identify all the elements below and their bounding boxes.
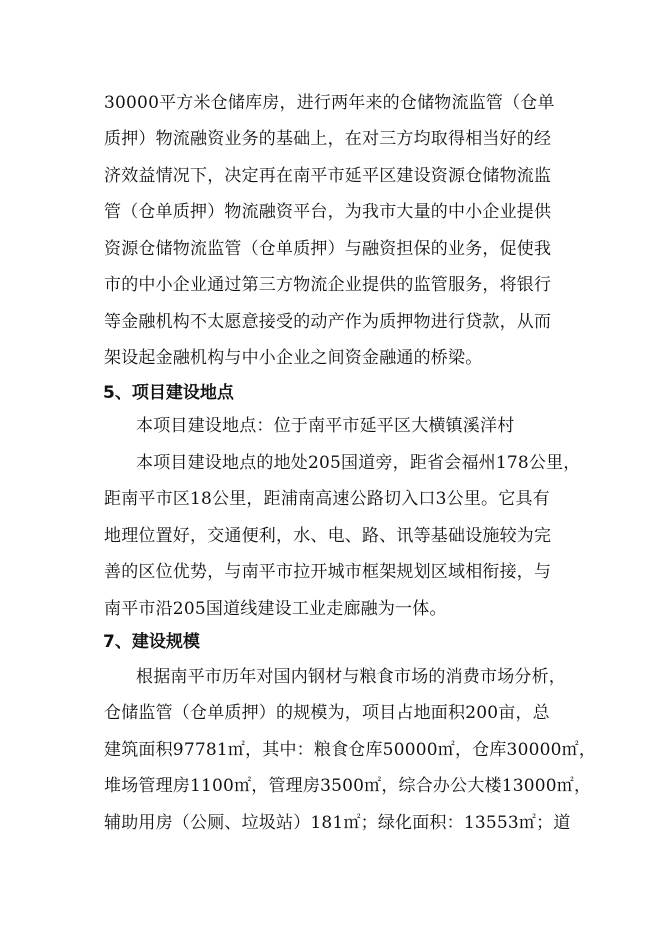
- paragraph-line: 建筑面积97781㎡，其中：粮食仓库50000㎡，仓库30000㎡，: [104, 740, 597, 760]
- paragraph-line: 30000平方米仓储库房，进行两年来的仓储物流监管（仓单: [104, 93, 555, 113]
- paragraph-line: 地理位置好，交通便利，水、电、路、讯等基础设施较为完: [104, 526, 552, 546]
- section-heading-scale: 7、建设规模: [103, 632, 200, 652]
- paragraph-line: 本项目建设地点的地处205国道旁，距省会福州178公里，: [136, 453, 581, 473]
- paragraph-line: 善的区位优势，与南平市拉开城市框架规划区域相衔接，与: [104, 562, 552, 582]
- paragraph-line: 质押）物流融资业务的基础上，在对三方均取得相当好的经: [104, 129, 552, 149]
- location-line: 本项目建设地点：位于南平市延平区大横镇溪洋村: [136, 416, 515, 436]
- paragraph-line: 济效益情况下，决定再在南平市延平区建设资源仓储物流监: [104, 166, 552, 186]
- paragraph-line: 根据南平市历年对国内钢材与粮食市场的消费市场分析，: [136, 667, 566, 687]
- paragraph-line: 等金融机构不太愿意接受的动产作为质押物进行贷款，从而: [104, 312, 552, 332]
- paragraph-line: 仓储监管（仓单质押）的规模为，项目占地面积200亩，总: [104, 703, 550, 723]
- paragraph-line: 管（仓单质押）物流融资平台，为我市大量的中小企业提供: [104, 202, 552, 222]
- paragraph-line: 辅助用房（公厕、垃圾站）181㎡；绿化面积：13553㎡；道: [104, 813, 571, 833]
- paragraph-line: 堆场管理房1100㎡，管理房3500㎡，综合办公大楼13000㎡，: [104, 776, 592, 796]
- section-heading-location: 5、项目建设地点: [103, 383, 234, 403]
- paragraph-line: 市的中小企业通过第三方物流企业提供的监管服务，将银行: [104, 275, 552, 295]
- paragraph-line: 资源仓储物流监管（仓单质押）与融资担保的业务，促使我: [104, 239, 552, 259]
- paragraph-line: 距南平市区18公里，距浦南高速公路切入口3公里。它具有: [104, 489, 550, 509]
- paragraph-line: 架设起金融机构与中小企业之间资金融通的桥梁。: [104, 348, 483, 368]
- paragraph-line: 南平市沿205国道线建设工业走廊融为一体。: [104, 599, 447, 619]
